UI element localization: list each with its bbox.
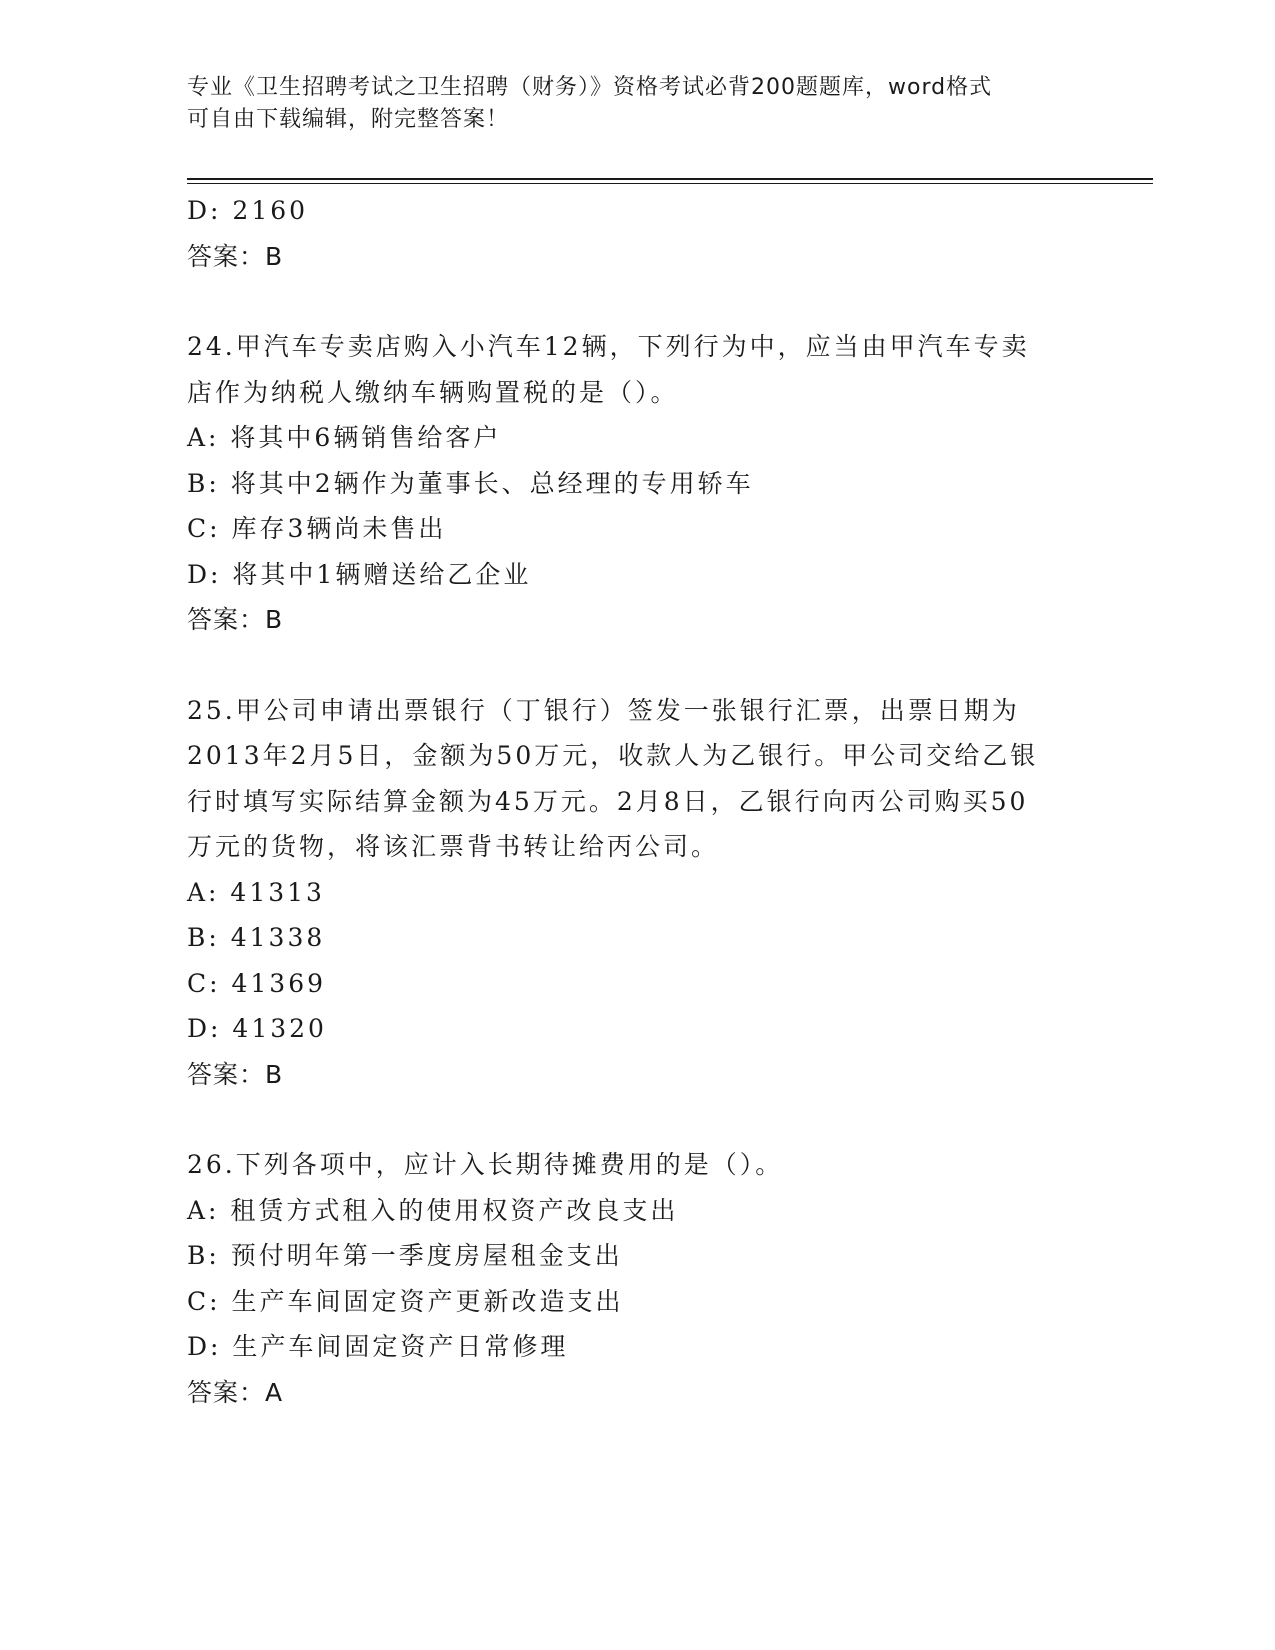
option-d: D: 2160 bbox=[187, 196, 309, 225]
question-stem: 行时填写实际结算金额为45万元。2月8日，乙银行向丙公司购买50 bbox=[187, 786, 1029, 816]
page-header bbox=[187, 72, 1067, 136]
spacer bbox=[187, 279, 1087, 324]
question-stem: 24.甲汽车专卖店购入小汽车12辆，下列行为中，应当由甲汽车专卖 bbox=[187, 332, 1030, 361]
option-a: A: 41313 bbox=[187, 877, 325, 907]
header-divider-thin bbox=[187, 183, 1153, 184]
question-stem: 店作为纳税人缴纳车辆购置税的是（）。 bbox=[187, 377, 679, 407]
question-content bbox=[187, 188, 1087, 1415]
answer: 答案：A bbox=[187, 1377, 284, 1407]
question-stem: 万元的货物，将该汇票背书转让给丙公司。 bbox=[187, 832, 720, 861]
header-title-line-1: 专业《卫生招聘考试之卫生招聘（财务）》资格考试必背200题题库，word格式 bbox=[187, 75, 993, 100]
answer: 答案：B bbox=[187, 605, 284, 634]
option-a: A: 租赁方式租入的使用权资产改良支出 bbox=[187, 1195, 679, 1225]
question-24 bbox=[187, 324, 1087, 643]
option-c: C: 41369 bbox=[187, 968, 327, 998]
option-d: D: 41320 bbox=[187, 1014, 327, 1043]
header-divider-thick bbox=[187, 178, 1153, 180]
option-a: A: 将其中6辆销售给客户 bbox=[187, 423, 502, 452]
question-stem: 26.下列各项中，应计入长期待摊费用的是（）。 bbox=[187, 1150, 784, 1179]
question-23-tail bbox=[187, 188, 1087, 279]
header-title-line-2: 可自由下载编辑，附完整答案！ bbox=[187, 107, 510, 132]
option-c: C: 库存3辆尚未售出 bbox=[187, 514, 447, 543]
option-b: B: 预付明年第一季度房屋租金支出 bbox=[187, 1241, 623, 1270]
answer: 答案：B bbox=[187, 1059, 284, 1089]
question-26 bbox=[187, 1142, 1087, 1415]
answer: 答案：B bbox=[187, 241, 284, 271]
question-25 bbox=[187, 688, 1087, 1098]
spacer bbox=[187, 643, 1087, 688]
option-d: D: 生产车间固定资产日常修理 bbox=[187, 1332, 569, 1361]
spacer bbox=[187, 1097, 1087, 1142]
option-b: B: 将其中2辆作为董事长、总经理的专用轿车 bbox=[187, 468, 754, 498]
question-stem: 2013年2月5日，金额为50万元，收款人为乙银行。甲公司交给乙银 bbox=[187, 741, 1039, 770]
option-c: C: 生产车间固定资产更新改造支出 bbox=[187, 1286, 624, 1316]
question-stem: 25.甲公司申请出票银行（丁银行）签发一张银行汇票，出票日期为 bbox=[187, 695, 1020, 725]
option-d: D: 将其中1辆赠送给乙企业 bbox=[187, 559, 532, 589]
option-b: B: 41338 bbox=[187, 923, 326, 952]
